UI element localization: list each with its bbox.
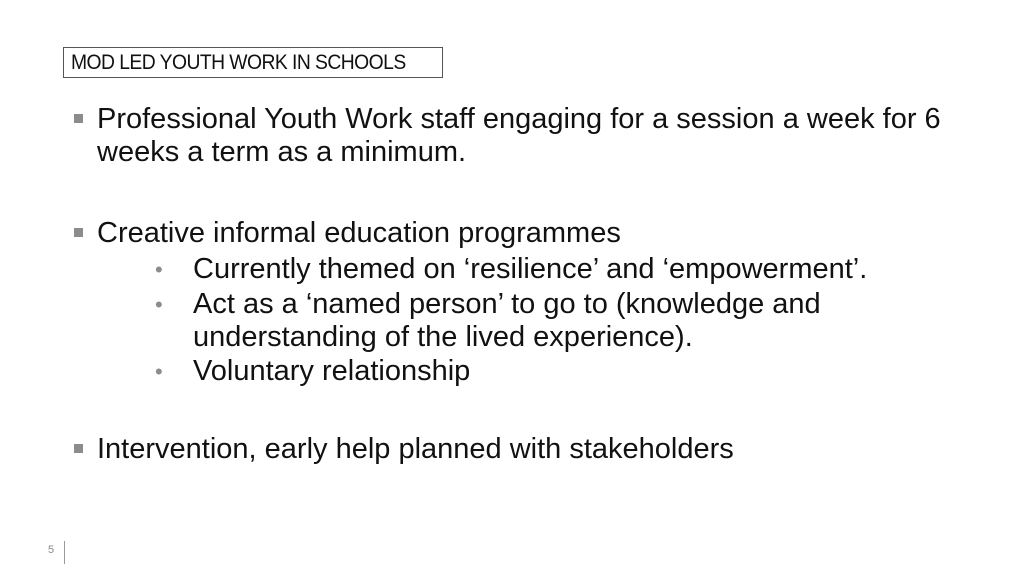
sub-bullet-text: Voluntary relationship <box>193 355 471 387</box>
square-bullet-icon <box>74 228 83 237</box>
page-number-divider <box>64 541 65 564</box>
slide-title: MOD LED YOUTH WORK IN SCHOOLS <box>71 50 406 74</box>
sub-bullet-item <box>155 253 955 286</box>
sub-bullet-item <box>155 288 915 354</box>
round-bullet-icon: • <box>155 292 163 317</box>
bullet-text: Creative informal education programmes <box>97 217 621 249</box>
bullet-item <box>74 217 954 250</box>
page-number: 5 <box>48 544 55 556</box>
bullet-text: Intervention, early help planned with stakeholders <box>97 433 734 465</box>
bullet-item <box>74 103 954 169</box>
bullet-text: Professional Youth Work staff engaging for a session a week for 6 weeks a term as a minimum. <box>97 103 941 168</box>
round-bullet-icon: • <box>155 359 163 384</box>
sub-bullet-text: Act as a ‘named person’ to go to (knowledge and understanding of the lived experience). <box>193 288 821 353</box>
square-bullet-icon <box>74 444 83 453</box>
sub-bullet-text: Currently themed on ‘resilience’ and ‘empowerment’. <box>193 253 868 285</box>
round-bullet-icon: • <box>155 257 163 282</box>
bullet-item <box>74 433 954 466</box>
square-bullet-icon <box>74 114 83 123</box>
slide-title-box <box>63 47 443 78</box>
sub-bullet-item <box>155 355 955 388</box>
